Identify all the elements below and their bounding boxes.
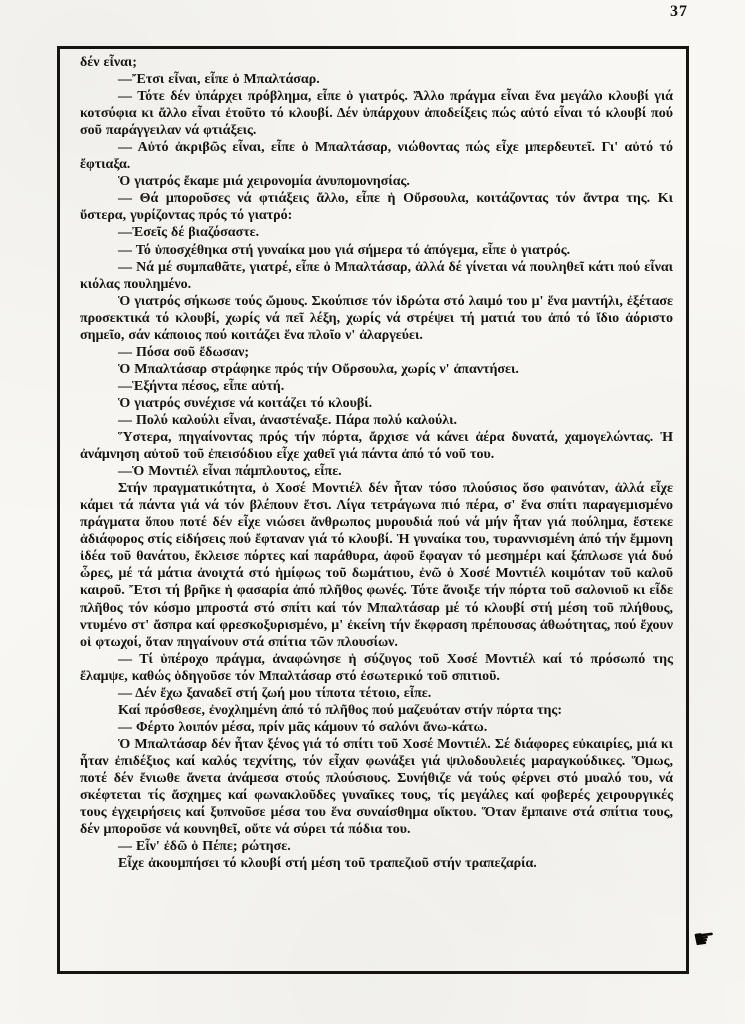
text-frame [57, 46, 689, 974]
paragraph: — Δέν ἔχω ξαναδεῖ στή ζωή μου τίποτα τέτοιο, εἶπε. [118, 685, 432, 701]
paragraph: — Πολύ καλούλι εἶναι, ἀναστέναξε. Πάρα πολύ καλούλι. [118, 412, 458, 428]
paragraph: Ὁ γιατρός ἔκαμε μιά χειρονομία ἀνυπομονησίας. [118, 174, 410, 190]
paragraph: Στήν πραγματικότητα, ὁ Χοσέ Μοντιέλ δέν ἦταν τόσο πλούσιος ὅσο φαινόταν, ἀλλά εἶχε κάμει τά πάντα γιά νά τόν βλέπουν ἔτσι. Λίγα τετράγωνα πιό πέρα, σ' ἕνα σπίτι παραγεμισμένο πράγματα ὅπου ποτέ δέν εἶχε νιώσει ἄνθρωπος μυρουδιά πού νά μήν ἦταν γιά πούλημα, ἔστεκε ἀδιάφορος στίς εἰδήσεις πού ἔφταναν γιά τό κλουβί. Ἡ γυναίκα του, τυραννισμένη ἀπό τήν ἔμμονη ἰδέα τοῦ θανάτου, ἔκλεισε πόρτες καί παράθυρα, ἀφοῦ ἔφαγαν τό μεσημέρι καί ξάπλωσε γιά δυό ὧρες, μέ τά μάτια ἀνοιχτά στό ἡμίφως τοῦ δωμάτιου, ἐνῶ ὁ Χοσέ Μοντιέλ κοιμόταν τοῦ καλοῦ καιροῦ. Ἔτσι τή βρῆκε ἡ φασαρία ἀπό πλῆθος φωνές. Τότε ἄνοιξε τήν πόρτα τοῦ σαλονιοῦ κι εἶδε πλῆθος τόν κόσμο μπροστά στό σπίτι καί τόν Μπαλτάσαρ μέ τό κλουβί στή μέση τοῦ πλήθους, ντυμένο στ' ἄσπρα καί φρεσκοξυρισμένο, μ' ἐκείνη τήν ἔκφραση πρέπουσας ἀθωότητας, πού ἔχουν οἱ φτωχοί, ὅταν πηγαίνουν στά σπίτια τῶν πλουσίων. [80, 481, 673, 650]
paragraph: — Τό ὑποσχέθηκα στή γυναίκα μου γιά σήμερα τό ἀπόγεμα, εἶπε ὁ γιατρός. [118, 242, 571, 258]
paragraph: — Τί ὑπέροχο πράγμα, ἀναφώνησε ἡ σύζυγος τοῦ Χοσέ Μοντιέλ καί τό πρόσωπό της ἔλαμψε, καθώς ὁδηγοῦσε τόν Μπαλτάσαρ στό ἐσωτερικό τοῦ σπιτιοῦ. [80, 651, 673, 684]
paragraph: — Φέρτο λοιπόν μέσα, πρίν μᾶς κάμουν τό σαλόνι ἄνω-κάτω. [118, 719, 488, 735]
paragraph: Ὁ γιατρός σήκωσε τούς ὤμους. Σκούπισε τόν ἱδρώτα στό λαιμό του μ' ἕνα μαντήλι, ἐξέτασε προσεκτικά τό κλουβί, χωρίς νά πεῖ λέξη, χωρίς νά στρέψει τή ματιά του ἀπό τό ἴδιο ἀόριστο σημεῖο, σάν κάποιος πού κοιτάζει ἕνα πλοῖο ν' ἀλαργεύει. [80, 293, 673, 343]
paragraph: — Αὐτό ἀκριβῶς εἶναι, εἶπε ὁ Μπαλτάσαρ, νιώθοντας πώς εἶχε μπερδευτεῖ. Γι' αὐτό τό ἔφτιαξα. [80, 140, 673, 173]
paragraph: — Εἶν' ἐδῶ ὁ Πέπε; ρώτησε. [118, 839, 291, 855]
paragraph: Ὁ Μπαλτάσαρ στράφηκε πρός τήν Οὔρσουλα, χωρίς ν' ἀπαντήσει. [118, 361, 519, 377]
paragraph: — Θά μποροῦσες νά φτιάξεις ἄλλο, εἶπε ἡ Οὔρσουλα, κοιτάζοντας τόν ἄντρα της. Κι ὕστερα, γυρίζοντας πρός τό γιατρό: [80, 191, 673, 224]
paragraph: Εἶχε ἀκουμπήσει τό κλουβί στή μέση τοῦ τραπεζιοῦ στήν τραπεζαρία. [118, 856, 537, 872]
paragraph: — Τότε δέν ὑπάρχει πρόβλημα, εἶπε ὁ γιατρός. Ἄλλο πράγμα εἶναι ἕνα μεγάλο κλουβί γιά κοτσύφια κι ἄλλο εἶναι ἐτοῦτο τό κλουβί. Δέν ὑπάρχουν ἀποδείξεις πώς αὐτό εἶναι τό κλουβί πού σοῦ παράγγειλαν νά φτιάξεις. [80, 89, 673, 139]
paragraph: δέν εἶναι; [80, 55, 137, 70]
paragraph: Ὁ Μπαλτάσαρ δέν ἦταν ξένος γιά τό σπίτι τοῦ Χοσέ Μοντιέλ. Σέ διάφορες εὐκαιρίες, μιά κι ἦταν ἐπιδέξιος καί καλός τεχνίτης, τόν εἶχαν φωνάξει γιά ψιλοδουλειές μαραγκούδικες. Ὅμως, ποτέ δέν ἔνιωθε ἄνετα ἀνάμεσα στούς πλούσιους. Συνήθιζε νά τούς φέρνει στό μυαλό του, νά σκέφτεται τίς ἄσχημες καί φωνακλοῦδες γυναῖκες τους, τίς μεγάλες καί φοβερές χειρουργικές τους ἐγχειρήσεις καί ξυπνοῦσε μέσα του ἕνα συναίσθημα οἴκτου. Ὅταν ἔμπαινε στά σπίτια τους, δέν μποροῦσε νά κουνηθεῖ, οὔτε νά σύρει τά πόδια του. [80, 736, 673, 838]
paragraph: —Ὁ Μοντιέλ εἶναι πάμπλουτος, εἶπε. [118, 464, 342, 480]
paragraph: —Ἐσεῖς δέ βιαζόσαστε. [118, 225, 260, 241]
paragraph: Ὁ γιατρός συνέχισε νά κοιτάζει τό κλουβί. [118, 395, 373, 411]
paragraph: — Πόσα σοῦ ἔδωσαν; [118, 344, 250, 360]
page-number: 37 [670, 3, 688, 20]
paragraph: — Νά μέ συμπαθᾶτε, γιατρέ, εἶπε ὁ Μπαλτάσαρ, ἀλλά δέ γίνεται νά πουληθεῖ κάτι πού εἶναι κιόλας πουλημένο. [80, 259, 673, 292]
manicule-icon: ☛ [691, 922, 718, 955]
paragraph: Καί πρόσθεσε, ἐνοχλημένη ἀπό τό πλῆθος πού μαζευόταν στήν πόρτα της: [118, 702, 562, 718]
paragraph: Ὕστερα, πηγαίνοντας πρός τήν πόρτα, ἄρχισε νά κάνει ἀέρα δυνατά, χαμογελώντας. Ἡ ἀνάμνηση αὐτοῦ τοῦ ἐπεισόδιου εἶχε χαθεῖ γιά πάντα ἀπό τό νοῦ του. [80, 430, 673, 463]
paragraph: —Ἔτσι εἶναι, εἶπε ὁ Μπαλτάσαρ. [118, 72, 320, 88]
paragraph: —Ἑξήντα πέσος, εἶπε αὐτή. [118, 378, 285, 394]
